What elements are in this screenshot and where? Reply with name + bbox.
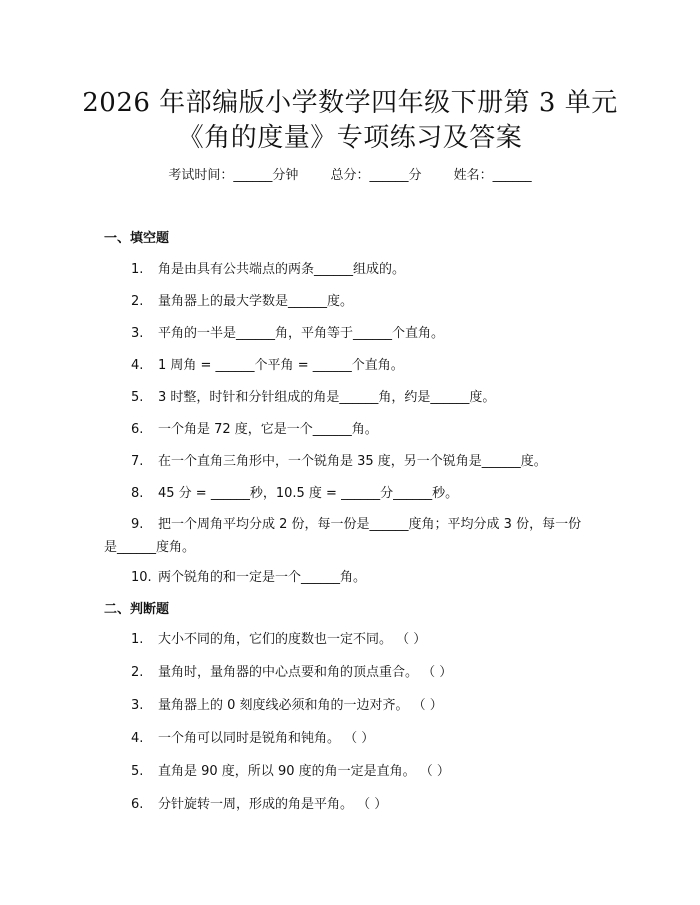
exam-info (0, 167, 700, 185)
question-number: 5. (131, 390, 144, 405)
question-text: 量角时，量角器的中心点要和角的顶点重合。 （ ） (158, 665, 453, 680)
title-line-1: 2026 年部编版小学数学四年级下册第 3 单元 (82, 88, 618, 118)
question-text: 在一个直角三角形中，一个锐角是 35 度，另一个锐角是______度。 (158, 454, 547, 469)
question-text: 直角是 90 度，所以 90 度的角一定是直角。 （ ） (158, 764, 450, 779)
question-text: 3 时整，时针和分针组成的角是______角，约是______度。 (158, 390, 496, 405)
question-text-continuation: 是______度角。 (104, 540, 196, 555)
section-heading-fill-in: 一、填空题 (104, 231, 170, 246)
question-number: 1. (131, 262, 144, 277)
question-number: 1. (131, 632, 144, 647)
question-text: 两个锐角的和一定是一个______角。 (158, 570, 367, 585)
question-number: 6. (131, 797, 144, 812)
question-text: 一个角可以同时是锐角和钝角。 （ ） (158, 731, 375, 746)
question-number: 9. (131, 517, 144, 532)
question-number: 2. (131, 294, 144, 309)
question-text: 大小不同的角，它们的度数也一定不同。 （ ） (158, 632, 427, 647)
exam-time: 考试时间：______分钟 (168, 168, 299, 183)
exam-score: 总分：______分 (330, 168, 422, 183)
question-number: 6. (131, 422, 144, 437)
question-text: 把一个周角平均分成 2 份，每一份是______度角；平均分成 3 份，每一份 (158, 517, 582, 532)
title-line-2: 《角的度量》专项练习及答案 (177, 123, 523, 153)
question-number: 8. (131, 486, 144, 501)
question-text: 角是由具有公共端点的两条______组成的。 (158, 262, 406, 277)
question-number: 4. (131, 731, 144, 746)
question-text: 45 分 = ______秒，10.5 度 = ______分______秒。 (158, 486, 459, 501)
question-text: 分针旋转一周，形成的角是平角。 （ ） (158, 797, 388, 812)
question-text: 平角的一半是______角，平角等于______个直角。 (158, 326, 445, 341)
question-number: 3. (131, 698, 144, 713)
question-number: 10. (131, 570, 152, 585)
question-number: 5. (131, 764, 144, 779)
question-number: 7. (131, 454, 144, 469)
question-text: 量角器上的最大学数是______度。 (158, 294, 354, 309)
question-number: 3. (131, 326, 144, 341)
question-number: 4. (131, 358, 144, 373)
question-text: 量角器上的 0 刻度线必须和角的一边对齐。 （ ） (158, 698, 443, 713)
question-text: 一个角是 72 度，它是一个______角。 (158, 422, 378, 437)
student-name: 姓名：______ (453, 168, 532, 183)
section-heading-true-false: 二、判断题 (104, 602, 170, 617)
question-text: 1 周角 = ______个平角 = ______个直角。 (158, 358, 404, 373)
question-number: 2. (131, 665, 144, 680)
